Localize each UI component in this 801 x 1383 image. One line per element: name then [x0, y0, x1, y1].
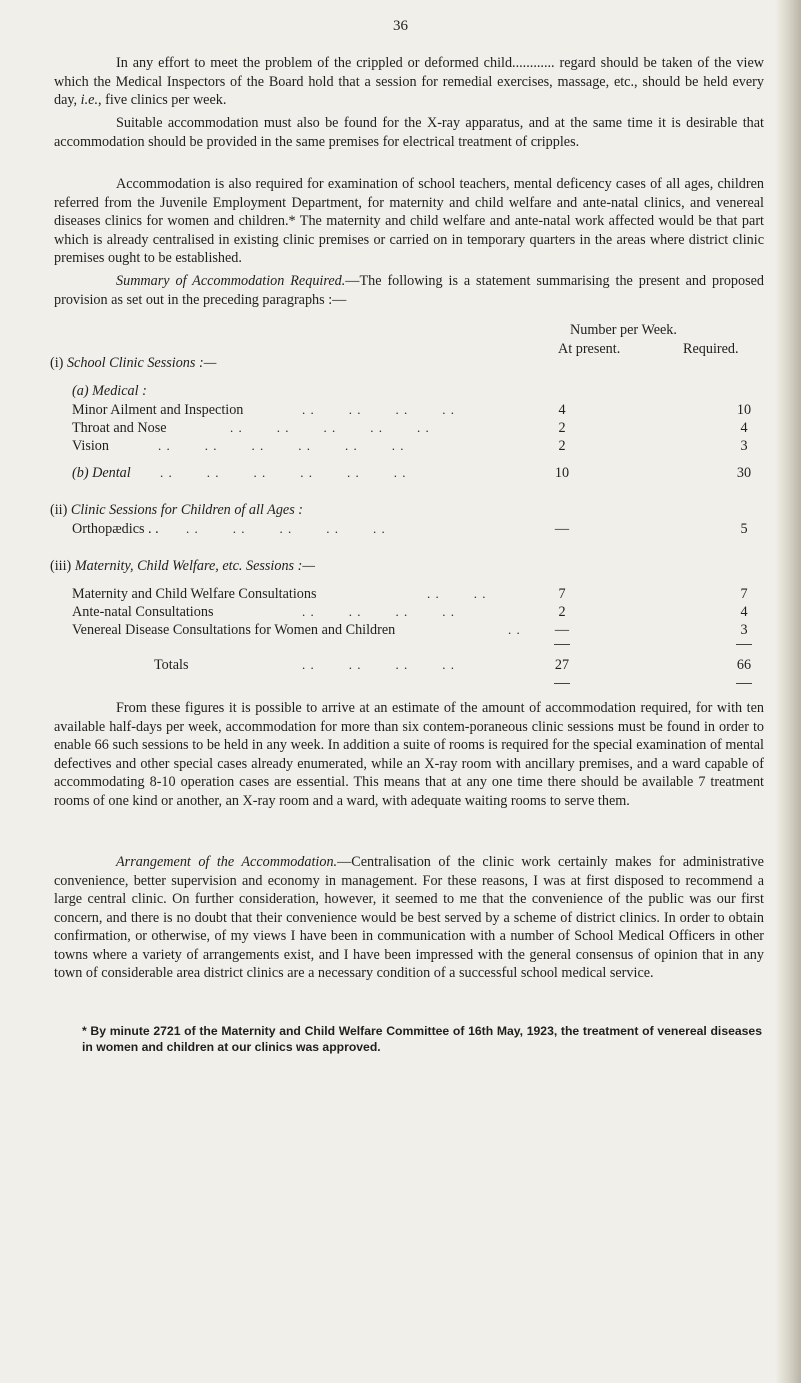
paragraph-arrangement: [54, 853, 764, 983]
row-label: Ante-natal Consultations: [72, 604, 214, 620]
sum-rule: [736, 644, 752, 645]
cell-total-required: 66: [736, 657, 752, 673]
section-iii: [50, 557, 315, 575]
leader-dots: . . . . . . . . . . . .: [160, 465, 407, 480]
paragraph-crippled-children: [54, 54, 764, 110]
cell-required: 5: [740, 521, 748, 537]
paragraph-summary-heading: [54, 272, 764, 309]
cell-required: 3: [740, 622, 748, 638]
row-label: Orthopædics . .: [72, 521, 159, 537]
arrangement-title: Arrangement of the Accommodation.: [116, 854, 338, 870]
row-label: Vision: [72, 438, 109, 454]
leader-dots: . . . .: [427, 586, 487, 601]
cell-total-present: 27: [554, 657, 570, 673]
cell-present: 2: [558, 438, 566, 454]
section-number: (iii): [50, 558, 72, 574]
subsection-medical: (a) Medical :: [72, 383, 147, 399]
leader-dots: . . . . . . . .: [302, 402, 455, 417]
sum-rule: [554, 644, 570, 645]
cell-required: 7: [740, 586, 748, 602]
section-ii: [50, 501, 303, 519]
page-edge-shadow: [775, 0, 801, 1383]
leader-dots: . . . . . . . . . .: [230, 420, 430, 435]
section-number: (ii): [50, 502, 68, 518]
leader-dots: . . . . . . . .: [302, 657, 455, 672]
cell-required: 10: [736, 402, 752, 418]
cell-required: 30: [736, 465, 752, 481]
total-rule: [736, 683, 752, 684]
row-label: Venereal Disease Consultations for Women and Children: [72, 622, 396, 638]
row-label-dental: (b) Dental: [72, 465, 131, 481]
row-label: Minor Ailment and Inspection: [72, 402, 244, 418]
footnote: * By minute 2721 of the Maternity and Child Welfare Committee of 16th May, 1923, the treatment of venereal diseases in women and children at our clinics was approved.: [82, 1024, 762, 1054]
row-label: Maternity and Child Welfare Consultations: [72, 586, 317, 602]
leader-dots: . . . . . . . . . .: [186, 521, 386, 536]
row-label: Throat and Nose: [72, 420, 167, 436]
cell-present: 7: [558, 586, 566, 602]
section-number: (i): [50, 355, 64, 371]
paragraph-other-accommodation: Accommodation is also required for examination of school teachers, mental deficency cases of all ages, children referred from the Juvenile Employment Department, for maternity and child welfare and ante-natal clinics, and venereal diseases clinics for women and children.* The maternity and child welfare and ante-natal work affected would be that part which is already centralised in existing clinic premises or carried on in temporary quarters in the areas where district clinic premises ought to be established.: [54, 176, 764, 266]
section-i: [50, 354, 216, 372]
paragraph-text-end: , five clinics per week.: [98, 92, 227, 108]
cell-present: 2: [558, 420, 566, 436]
leader-dots: . . . . . . . . . . . .: [158, 438, 405, 453]
arrangement-text: —Centralisation of the clinic work certainly makes for administrative convenience, better supervision and economy in management. For these reasons, I was at first disposed to recommend a large central clinic. On further consideration, however, it seemed to me that the convenience of the public was our first concern, and there is no doubt that their convenience would be best served by a scheme of district clinics. In order to obtain confirmation, or otherwise, of my views I have been in communication with a number of School Medical Officers in other towns where a variety of arrangements exist, and I have been impressed with the general consensus of opinion that in any town of considerable area district clinics are a necessary condition of a successful school medical service.: [54, 854, 764, 981]
column-header-required: Required.: [683, 341, 739, 357]
paragraph-text: In any effort to meet the problem of the crippled or deformed child............ regard should be taken of the view which the Medical Inspectors of the Board hold that a session for remedial exercises, massage, etc., should be held every day,: [54, 55, 764, 108]
total-rule: [554, 683, 570, 684]
cell-required: 4: [740, 420, 748, 436]
page-number: 36: [393, 18, 408, 34]
cell-present: 2: [558, 604, 566, 620]
cell-present: 4: [558, 402, 566, 418]
column-header-present: At present.: [558, 341, 621, 357]
table-header-number-per-week: Number per Week.: [570, 322, 677, 338]
leader-dots: . .: [508, 622, 521, 637]
cell-present: —: [554, 622, 570, 638]
italic-ie: i.e.: [80, 92, 98, 108]
row-label-totals: Totals: [154, 657, 189, 673]
cell-required: 4: [740, 604, 748, 620]
cell-required: 3: [740, 438, 748, 454]
section-title: Clinic Sessions for Children of all Ages :: [70, 502, 304, 518]
summary-intro: —The following is a statement summarising the present and proposed provision as set out in the preceding paragraphs :—: [54, 273, 765, 308]
section-title: School Clinic Sessions :—: [66, 355, 217, 371]
summary-title: Summary of Accommodation Required.: [116, 273, 346, 289]
section-title: Maternity, Child Welfare, etc. Sessions :—: [74, 558, 315, 574]
cell-present: 10: [554, 465, 570, 481]
paragraph-estimate: From these figures it is possible to arrive at an estimate of the amount of accommodation required, for with ten available half-days per week, accommodation for more than six contem-poraneous clinic sessions must be found in order to enable 66 such sessions to be held in any week. In addition a suite of rooms is required for the special examination of mental defectives and other special cases already enumerated, while an X-ray room with ancillary premises, and a ward capable of accommodating 8-10 operation cases are essential. This means that at any one time there should be available 7 treatment rooms of one kind or another, an X-ray room and a ward, with adequate waiting rooms to serve them.: [54, 700, 764, 809]
paragraph-xray-accommodation: Suitable accommodation must also be found for the X-ray apparatus, and at the same time it is desirable that accommodation should be provided in the same premises for electrical treatment of cripples.: [54, 115, 764, 150]
cell-present: —: [554, 521, 570, 537]
leader-dots: . . . . . . . .: [302, 604, 455, 619]
